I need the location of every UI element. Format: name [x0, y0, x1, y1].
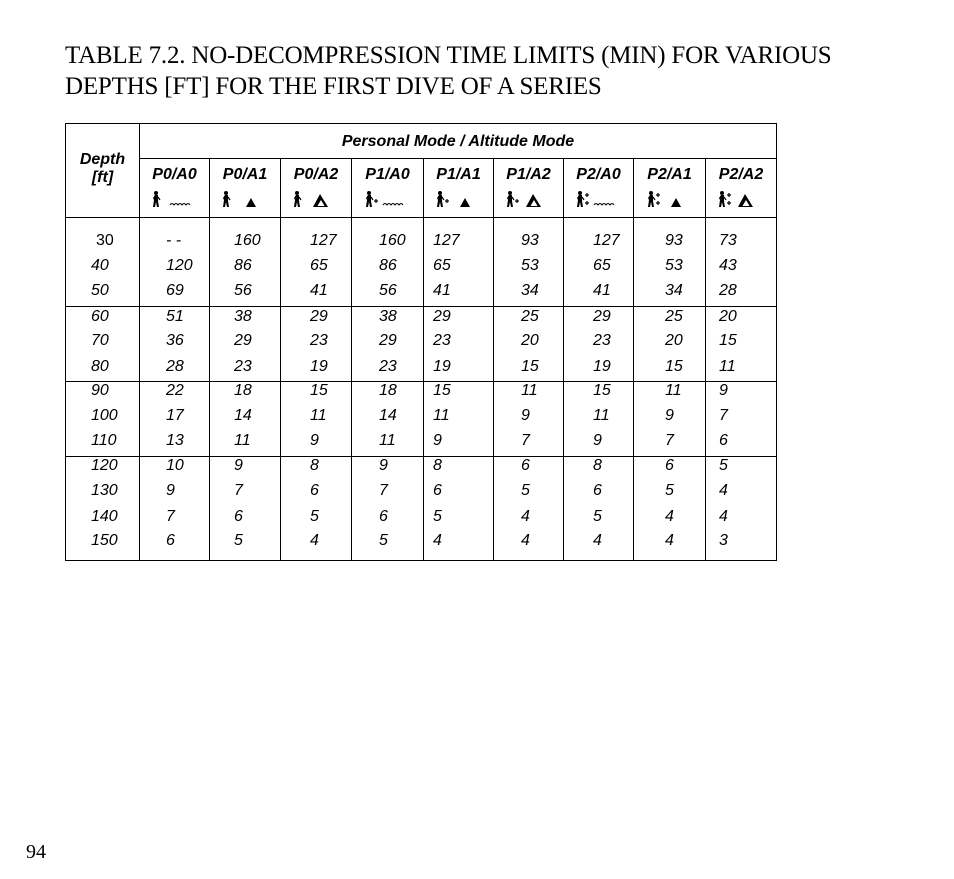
column-divider [563, 218, 564, 560]
time-limit-cell: 15 [433, 382, 451, 399]
time-limit-cell: 8 [433, 457, 442, 474]
time-limit-cell: 5 [593, 508, 602, 525]
time-limit-cell: 9 [433, 432, 442, 449]
column-divider [351, 218, 352, 560]
depth-cell: 130 [91, 482, 118, 499]
time-limit-cell: 36 [166, 332, 184, 349]
time-limit-cell: 4 [665, 532, 674, 549]
time-limit-cell: 20 [719, 308, 737, 325]
depth-cell: 50 [91, 282, 109, 299]
time-limit-cell: 14 [234, 407, 252, 424]
time-limit-cell: 22 [166, 382, 184, 399]
time-limit-cell: 11 [665, 382, 682, 399]
column-divider [493, 218, 494, 560]
diver-mode-icon [574, 190, 624, 210]
time-limit-cell: 6 [521, 457, 530, 474]
diver-mode-icon [150, 190, 200, 210]
diver-mode-icon [220, 190, 270, 210]
time-limit-cell: 38 [379, 308, 397, 325]
time-limit-cell: 6 [433, 482, 442, 499]
time-limit-cell: 23 [310, 332, 328, 349]
time-limit-cell: 160 [234, 232, 261, 249]
column-header-label: P2/A1 [647, 166, 692, 183]
time-limit-cell: 4 [593, 532, 602, 549]
time-limit-cell: 86 [379, 257, 397, 274]
time-limit-cell: 9 [379, 457, 388, 474]
time-limit-cell: 6 [234, 508, 243, 525]
mode-header: Personal Mode / Altitude Mode [140, 124, 776, 159]
time-limit-cell: 23 [234, 358, 252, 375]
row-group-divider [66, 306, 776, 307]
time-limit-cell: 9 [310, 432, 319, 449]
time-limit-cell: 23 [433, 332, 451, 349]
time-limit-cell: 15 [665, 358, 683, 375]
time-limit-cell: 9 [665, 407, 674, 424]
time-limit-cell: 19 [593, 358, 611, 375]
column-header-p1-a1 [424, 159, 494, 218]
depth-cell: 80 [91, 358, 109, 375]
depth-cell: 60 [91, 308, 109, 325]
depth-cell: 30 [96, 232, 114, 249]
time-limit-cell: 6 [665, 457, 674, 474]
time-limit-cell: 11 [521, 382, 538, 399]
time-limit-cell: 15 [593, 382, 611, 399]
column-header-label: P2/A2 [718, 166, 764, 183]
time-limit-cell: 51 [166, 308, 184, 325]
time-limit-cell: 29 [234, 332, 252, 349]
time-limit-cell: 9 [521, 407, 530, 424]
depth-cell: 150 [91, 532, 118, 549]
time-limit-cell: 56 [379, 282, 397, 299]
column-divider [423, 218, 424, 560]
diver-mode-icon [716, 190, 766, 210]
time-limit-cell: 19 [433, 358, 451, 375]
time-limit-cell: 28 [166, 358, 184, 375]
time-limit-cell: 11 [719, 358, 736, 375]
time-limit-cell: 127 [310, 232, 337, 249]
time-limit-cell: 4 [310, 532, 319, 549]
time-limit-cell: 69 [166, 282, 184, 299]
time-limit-cell: 160 [379, 232, 406, 249]
time-limit-cell: 65 [433, 257, 451, 274]
time-limit-cell: 34 [521, 282, 539, 299]
time-limit-cell: 65 [310, 257, 328, 274]
time-limit-cell: 56 [234, 282, 252, 299]
time-limit-cell: 8 [310, 457, 319, 474]
time-limit-cell: 23 [593, 332, 611, 349]
time-limit-cell: 14 [379, 407, 397, 424]
column-header-label: P0/A1 [222, 166, 268, 183]
time-limit-cell: 11 [379, 432, 396, 449]
column-header-label: P1/A0 [365, 166, 410, 183]
time-limit-cell: 29 [310, 308, 328, 325]
time-limit-cell: 73 [719, 232, 737, 249]
time-limit-cell: 34 [665, 282, 683, 299]
time-limit-cell: 53 [521, 257, 539, 274]
time-limit-cell: 86 [234, 257, 252, 274]
time-limit-cell: 18 [379, 382, 397, 399]
column-divider [139, 218, 140, 560]
time-limit-cell: 41 [593, 282, 611, 299]
page-number: 94 [26, 841, 46, 863]
column-header-p2-a0 [564, 159, 634, 218]
time-limit-cell: 8 [593, 457, 602, 474]
time-limit-cell: 43 [719, 257, 737, 274]
time-limit-cell: 4 [719, 508, 728, 525]
depth-cell: 140 [91, 508, 118, 525]
time-limit-cell: 29 [593, 308, 611, 325]
time-limit-cell: 11 [433, 407, 450, 424]
time-limit-cell: 6 [310, 482, 319, 499]
time-limit-cell: 13 [166, 432, 184, 449]
column-divider [209, 218, 210, 560]
time-limit-cell: 6 [379, 508, 388, 525]
time-limit-cell: 20 [521, 332, 539, 349]
time-limit-cell: 5 [379, 532, 388, 549]
time-limit-cell: 9 [593, 432, 602, 449]
time-limit-cell: 15 [521, 358, 539, 375]
time-limit-cell: - - [166, 232, 182, 249]
column-divider [280, 218, 281, 560]
column-header-p2-a1 [634, 159, 706, 218]
time-limit-cell: 65 [593, 257, 611, 274]
depth-cell: 120 [91, 457, 118, 474]
time-limit-cell: 15 [310, 382, 328, 399]
depth-cell: 100 [91, 407, 118, 424]
time-limit-cell: 25 [521, 308, 539, 325]
title-line-2: DEPTHS [FT] FOR THE FIRST DIVE OF A SERIES [65, 73, 602, 100]
time-limit-cell: 6 [719, 432, 728, 449]
column-header-p1-a2 [494, 159, 564, 218]
diver-mode-icon [363, 190, 413, 210]
time-limit-cell: 7 [665, 432, 674, 449]
time-limit-cell: 9 [719, 382, 728, 399]
time-limit-cell: 5 [521, 482, 530, 499]
column-divider [633, 218, 634, 560]
time-limit-cell: 127 [593, 232, 620, 249]
header-divider [66, 217, 776, 218]
time-limit-cell: 7 [166, 508, 175, 525]
depth-header [66, 124, 140, 218]
column-header-label: P1/A1 [436, 166, 481, 183]
time-limit-cell: 6 [593, 482, 602, 499]
time-limit-cell: 9 [234, 457, 243, 474]
time-limit-cell: 11 [234, 432, 251, 449]
time-limit-cell: 7 [379, 482, 388, 499]
time-limit-cell: 7 [234, 482, 243, 499]
time-limit-cell: 41 [433, 282, 451, 299]
time-limit-cell: 38 [234, 308, 252, 325]
time-limit-cell: 4 [433, 532, 442, 549]
time-limit-cell: 7 [521, 432, 530, 449]
time-limit-cell: 5 [719, 457, 728, 474]
time-limit-cell: 120 [166, 257, 193, 274]
time-limit-cell: 23 [379, 358, 397, 375]
column-header-label: P0/A0 [152, 166, 197, 183]
column-header-label: P2/A0 [576, 166, 621, 183]
time-limit-cell: 5 [310, 508, 319, 525]
no-decompression-table [65, 123, 777, 561]
time-limit-cell: 7 [719, 407, 728, 424]
time-limit-cell: 11 [310, 407, 327, 424]
time-limit-cell: 19 [310, 358, 328, 375]
time-limit-cell: 29 [433, 308, 451, 325]
diver-mode-icon [504, 190, 554, 210]
time-limit-cell: 6 [166, 532, 175, 549]
diver-mode-icon [645, 190, 695, 210]
time-limit-cell: 93 [665, 232, 683, 249]
column-header-p0-a1 [210, 159, 281, 218]
column-header-label: P0/A2 [293, 166, 339, 183]
time-limit-cell: 15 [719, 332, 737, 349]
time-limit-cell: 4 [521, 532, 530, 549]
time-limit-cell: 41 [310, 282, 328, 299]
title-line-1: TABLE 7.2. NO-DECOMPRESSION TIME LIMITS (MIN) FOR VARIOUS [65, 42, 832, 69]
time-limit-cell: 20 [665, 332, 683, 349]
time-limit-cell: 5 [234, 532, 243, 549]
time-limit-cell: 11 [593, 407, 610, 424]
depth-header-label: Depth [79, 151, 126, 168]
column-header-p1-a0 [352, 159, 424, 218]
time-limit-cell: 9 [166, 482, 175, 499]
table-title [65, 40, 925, 102]
column-header-p0-a0 [140, 159, 210, 218]
time-limit-cell: 28 [719, 282, 737, 299]
depth-header-unit: [ft] [91, 169, 114, 186]
column-header-label: P1/A2 [506, 166, 551, 183]
column-divider [705, 218, 706, 560]
time-limit-cell: 18 [234, 382, 252, 399]
time-limit-cell: 3 [719, 532, 728, 549]
time-limit-cell: 4 [719, 482, 728, 499]
time-limit-cell: 29 [379, 332, 397, 349]
time-limit-cell: 17 [166, 407, 184, 424]
time-limit-cell: 53 [665, 257, 683, 274]
time-limit-cell: 93 [521, 232, 539, 249]
depth-cell: 90 [91, 382, 109, 399]
time-limit-cell: 5 [433, 508, 442, 525]
time-limit-cell: 127 [433, 232, 460, 249]
column-header-p0-a2 [281, 159, 352, 218]
time-limit-cell: 25 [665, 308, 683, 325]
diver-mode-icon [434, 190, 484, 210]
depth-cell: 40 [91, 257, 109, 274]
depth-cell: 70 [91, 332, 109, 349]
diver-mode-icon [291, 190, 341, 210]
time-limit-cell: 5 [665, 482, 674, 499]
time-limit-cell: 4 [521, 508, 530, 525]
depth-cell: 110 [91, 432, 117, 449]
time-limit-cell: 10 [166, 457, 184, 474]
time-limit-cell: 4 [665, 508, 674, 525]
column-header-p2-a2 [706, 159, 776, 218]
